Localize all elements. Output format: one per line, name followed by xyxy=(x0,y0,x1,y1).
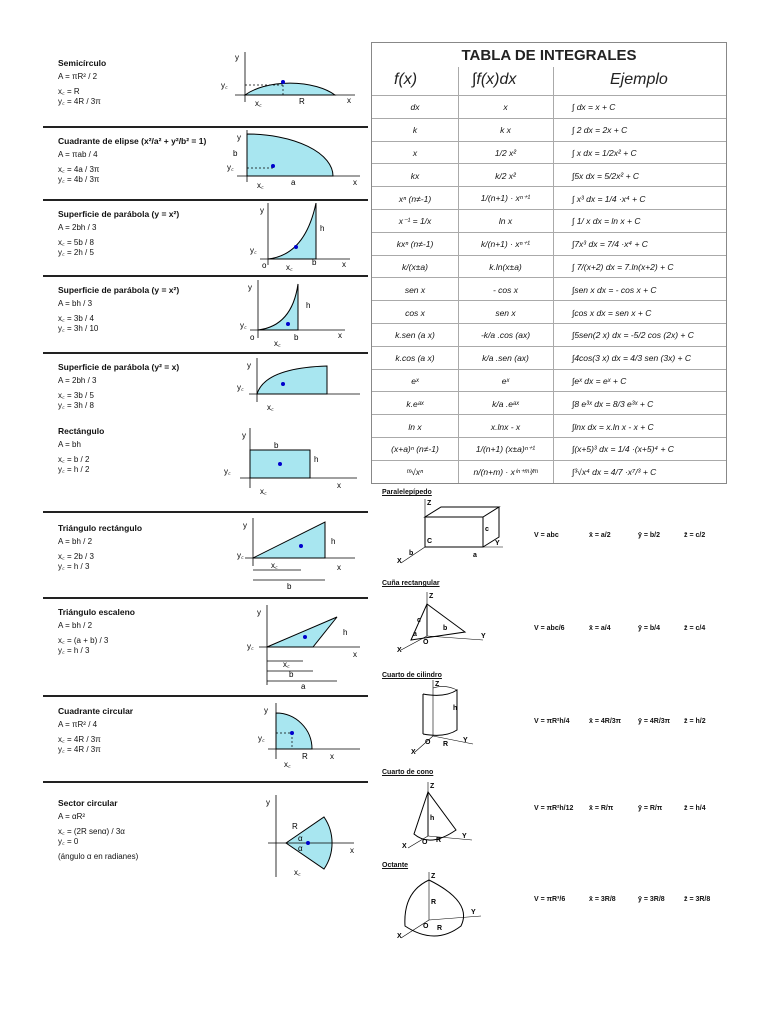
cell-example: ∫ x dx = 1/2x² + C xyxy=(572,147,637,158)
cell-example: ∫eˣ dx = eˣ + C xyxy=(572,375,627,386)
cell-function: sen x xyxy=(404,284,426,295)
shape-formula: (ángulo α en radianes) xyxy=(58,852,139,861)
cell-function: x⁻¹ = 1/x xyxy=(398,215,432,226)
table-row xyxy=(372,414,726,438)
solid-formula-zb: z̄ = h/4 xyxy=(684,805,706,812)
svg-text:R: R xyxy=(302,752,308,761)
svg-text:c: c xyxy=(485,526,489,533)
rectangular-wedge-figure xyxy=(395,590,495,658)
svg-text:Y: Y xyxy=(495,540,500,547)
solid-formula-xb: x̄ = R/π xyxy=(589,805,614,812)
shape-formula: x꜀ = b / 2 xyxy=(58,455,90,464)
table-row xyxy=(372,300,726,324)
table-row xyxy=(372,118,726,142)
cell-function: k.sen (a x) xyxy=(395,330,435,341)
solid-title: Octante xyxy=(382,862,409,869)
cell-example: ∫lnx dx = x.ln x - x + C xyxy=(572,421,654,432)
svg-text:y꜀: y꜀ xyxy=(247,642,254,651)
table-row xyxy=(372,460,726,484)
solid-title: Cuarto de cilindro xyxy=(382,672,442,679)
svg-text:Y: Y xyxy=(471,909,476,916)
shape-formula: y꜀ = 4R / 3π xyxy=(58,97,101,106)
svg-text:Z: Z xyxy=(427,500,432,507)
solid-title: Cuarto de cono xyxy=(382,769,434,776)
cell-function: cos x xyxy=(405,307,425,318)
shape-title: Semicírculo xyxy=(58,58,107,68)
parabola-figure-2 xyxy=(240,280,350,348)
divider xyxy=(43,275,368,277)
table-row xyxy=(372,186,726,210)
svg-text:R: R xyxy=(437,925,443,932)
cell-function: eˣ xyxy=(411,375,419,386)
cell-example: ∫4cos(3 x) dx = 4/3 sen (3x) + C xyxy=(572,353,692,364)
cell-function: kxⁿ (n≠-1) xyxy=(396,239,434,250)
divider xyxy=(43,199,368,201)
cell-integral: k/(n+1) · xⁿ⁺¹ xyxy=(481,238,530,249)
svg-text:a: a xyxy=(473,552,477,559)
cell-function: k/(x±a) xyxy=(402,261,428,272)
svg-text:h: h xyxy=(331,537,336,546)
svg-text:x: x xyxy=(337,481,341,490)
shape-title: Superficie de parábola (y² = x) xyxy=(58,362,180,372)
shape-formula: A = πR² / 2 xyxy=(58,72,98,81)
parallelepiped-figure xyxy=(395,497,510,569)
cell-integral: k.ln(x±a) xyxy=(489,261,522,272)
shape-formula: A = bh / 3 xyxy=(58,299,93,308)
shape-title: Cuadrante de elipse (x²/a² + y²/b² = 1) xyxy=(58,136,207,146)
svg-text:h: h xyxy=(453,705,458,712)
cell-function: ln x xyxy=(408,421,422,432)
svg-text:α: α xyxy=(298,834,303,843)
svg-text:x: x xyxy=(337,563,341,572)
cell-example: ∫ dx = x + C xyxy=(572,102,616,113)
svg-text:y꜀: y꜀ xyxy=(240,321,247,330)
solid-formula-yb: ȳ = 4R/3π xyxy=(638,718,671,725)
svg-text:a: a xyxy=(301,682,306,690)
svg-text:b: b xyxy=(274,441,279,450)
svg-text:y꜀: y꜀ xyxy=(237,551,244,560)
rectangle-figure xyxy=(222,428,362,498)
cell-integral: 1/(n+1) (x±a)ⁿ⁺¹ xyxy=(475,443,536,454)
cell-example: ∫5sen(2 x) dx = -5/2 cos (2x) + C xyxy=(572,330,694,341)
shape-formula: A = bh xyxy=(58,440,81,449)
cell-function: dx xyxy=(410,102,420,113)
table-title: TABLA DE INTEGRALES xyxy=(461,47,637,64)
cell-integral: 1/2 x² xyxy=(494,147,517,158)
solid-formula-xb: x̄ = a/2 xyxy=(589,532,611,539)
svg-text:X: X xyxy=(397,933,402,940)
svg-text:b: b xyxy=(287,582,292,591)
solid-formula-V: V = πR³/6 xyxy=(534,896,566,903)
svg-text:c: c xyxy=(417,617,421,624)
shape-formula: y꜀ = 2h / 5 xyxy=(58,248,94,257)
svg-text:x꜀: x꜀ xyxy=(294,868,301,877)
divider xyxy=(43,126,368,128)
solid-formula-zb: z̄ = h/2 xyxy=(684,718,706,725)
solid-formula-V: V = πR²h/12 xyxy=(534,805,574,812)
shape-formula: x꜀ = (2R senα) / 3α xyxy=(58,827,125,836)
octant-figure xyxy=(395,872,485,947)
svg-text:x: x xyxy=(338,331,342,340)
svg-text:x꜀: x꜀ xyxy=(271,561,278,570)
divider xyxy=(43,781,368,783)
table-row xyxy=(372,277,726,301)
cell-integral: k/a .eᵃˣ xyxy=(492,398,519,409)
shape-formula: A = 2bh / 3 xyxy=(58,223,97,232)
shape-title: Triángulo escaleno xyxy=(58,607,135,617)
table-row xyxy=(372,209,726,233)
shape-formula: y꜀ = 4R / 3π xyxy=(58,745,101,754)
table-row xyxy=(372,163,726,187)
svg-text:R: R xyxy=(292,822,298,831)
svg-text:α: α xyxy=(298,844,303,853)
cell-integral: -k/a .cos (ax) xyxy=(480,330,531,341)
svg-text:y: y xyxy=(247,361,251,370)
svg-text:Z: Z xyxy=(430,783,435,790)
shape-formula: y꜀ = h / 3 xyxy=(58,562,90,571)
svg-text:R: R xyxy=(299,97,305,106)
divider xyxy=(43,597,368,599)
svg-text:o: o xyxy=(250,333,255,342)
shape-formula: A = πR² / 4 xyxy=(58,720,98,729)
shape-formula: x꜀ = 5b / 8 xyxy=(58,238,94,247)
shape-formula: A = πab / 4 xyxy=(58,150,98,159)
shape-formula: x꜀ = 4a / 3π xyxy=(58,165,100,174)
solid-formula-zb: z̄ = c/4 xyxy=(684,625,706,632)
solid-formula-V: V = abc/6 xyxy=(534,625,565,632)
svg-text:h: h xyxy=(343,628,348,637)
table-row xyxy=(372,437,726,461)
svg-text:O: O xyxy=(425,739,431,746)
svg-text:x꜀: x꜀ xyxy=(283,660,290,669)
svg-text:X: X xyxy=(397,647,402,654)
cell-example: ∫5x dx = 5/2x² + C xyxy=(572,170,640,181)
svg-text:x꜀: x꜀ xyxy=(267,403,274,412)
svg-text:h: h xyxy=(320,224,325,233)
shape-formula: x꜀ = (a + b) / 3 xyxy=(58,636,109,645)
svg-text:y꜀: y꜀ xyxy=(250,246,257,255)
solid-formula-zb: z̄ = 3R/8 xyxy=(684,896,711,903)
svg-text:x꜀: x꜀ xyxy=(286,263,293,272)
svg-text:b: b xyxy=(443,625,448,632)
cell-example: ∫³√x⁴ dx = 4/7 ·x⁷/³ + C xyxy=(572,467,657,478)
shape-formula: x꜀ = R xyxy=(58,87,80,96)
parabola-figure-1 xyxy=(250,203,355,273)
cell-example: ∫sen x dx = - cos x + C xyxy=(572,284,657,295)
cell-example: ∫8 e³ˣ dx = 8/3 e³ˣ + C xyxy=(572,398,654,409)
divider xyxy=(43,352,368,354)
circular-sector-figure xyxy=(258,795,358,880)
svg-text:x꜀: x꜀ xyxy=(274,339,281,348)
svg-text:O: O xyxy=(423,923,429,930)
column-header-example: Ejemplo xyxy=(610,71,668,88)
cell-integral: k x xyxy=(500,125,511,136)
svg-text:Y: Y xyxy=(462,833,467,840)
solid-formula-xb: x̄ = a/4 xyxy=(589,625,611,632)
shape-title: Triángulo rectángulo xyxy=(58,523,143,533)
cell-function: xⁿ (n≠-1) xyxy=(398,193,432,204)
cell-example: ∫ 7/(x+2) dx = 7.ln(x+2) + C xyxy=(572,261,674,272)
shape-title: Superficie de parábola (y = x²) xyxy=(58,209,180,219)
svg-text:h: h xyxy=(306,301,311,310)
table-row xyxy=(372,95,726,119)
svg-text:y꜀: y꜀ xyxy=(224,467,231,476)
table-row xyxy=(372,232,726,256)
svg-text:y: y xyxy=(242,431,246,440)
quarter-cone-figure xyxy=(400,782,480,857)
cell-function: (x+a)ⁿ (n≠-1) xyxy=(391,444,439,455)
cell-example: ∫ 1/ x dx = ln x + C xyxy=(572,216,641,227)
table-row xyxy=(372,141,726,165)
svg-text:b: b xyxy=(294,333,299,342)
solid-formula-V: V = abc xyxy=(534,532,559,539)
svg-text:C: C xyxy=(427,538,433,545)
circular-quadrant-figure xyxy=(250,703,365,771)
shape-formula: x꜀ = 4R / 3π xyxy=(58,735,101,744)
shape-formula: y꜀ = h / 3 xyxy=(58,646,90,655)
svg-text:R: R xyxy=(443,741,449,748)
semicircle-figure xyxy=(215,50,365,112)
svg-text:Z: Z xyxy=(435,681,440,688)
svg-text:R: R xyxy=(436,837,442,844)
cell-integral: eˣ xyxy=(501,375,510,386)
svg-text:x꜀: x꜀ xyxy=(260,487,267,496)
table-row xyxy=(372,346,726,370)
cell-function: k xyxy=(412,125,418,136)
table-row xyxy=(372,255,726,279)
svg-text:x: x xyxy=(353,650,357,659)
svg-text:y: y xyxy=(260,206,264,215)
ellipse-quadrant-figure xyxy=(225,130,365,192)
shape-formula: y꜀ = 0 xyxy=(58,837,79,846)
cell-function: ᵐ√xⁿ xyxy=(406,467,424,478)
cell-integral: sen x xyxy=(495,307,516,318)
parabola-figure-3 xyxy=(235,358,365,420)
svg-text:y: y xyxy=(257,608,261,617)
solid-formula-xb: x̄ = 4R/3π xyxy=(589,718,622,725)
shape-title: Rectángulo xyxy=(58,426,105,436)
shape-formula: x꜀ = 2b / 3 xyxy=(58,552,94,561)
svg-text:b: b xyxy=(289,670,294,679)
cell-example: ∫(x+5)³ dx = 1/4 ·(x+5)⁴ + C xyxy=(572,444,674,455)
right-triangle-figure xyxy=(235,518,360,593)
solid-formula-yb: ȳ = R/π xyxy=(638,805,663,812)
svg-text:b: b xyxy=(409,550,414,557)
cell-integral: x xyxy=(503,102,508,113)
solid-title: Cuña rectangular xyxy=(382,580,440,587)
divider xyxy=(43,511,368,513)
svg-text:y꜀: y꜀ xyxy=(258,734,265,743)
svg-text:x꜀: x꜀ xyxy=(255,99,262,108)
svg-text:x: x xyxy=(353,178,357,187)
shape-formula: y꜀ = 4b / 3π xyxy=(58,175,100,184)
svg-text:x꜀: x꜀ xyxy=(257,181,264,190)
svg-text:x: x xyxy=(350,846,354,855)
svg-text:o: o xyxy=(262,261,267,270)
svg-text:x: x xyxy=(342,260,346,269)
svg-text:y: y xyxy=(266,798,270,807)
cell-function: k.cos (a x) xyxy=(395,353,435,364)
solid-formula-zb: z̄ = c/2 xyxy=(684,532,706,539)
table-row xyxy=(372,323,726,347)
svg-text:b: b xyxy=(233,149,238,158)
svg-text:y: y xyxy=(243,521,247,530)
cell-function: x xyxy=(412,147,418,158)
svg-text:Z: Z xyxy=(431,873,436,880)
cell-integral: k/a .sen (ax) xyxy=(482,353,529,364)
svg-text:y꜀: y꜀ xyxy=(237,383,244,392)
table-row xyxy=(372,369,726,393)
shape-formula: A = bh / 2 xyxy=(58,537,93,546)
column-header-fx: f(x) xyxy=(394,71,418,88)
svg-text:h: h xyxy=(430,815,435,822)
svg-text:y: y xyxy=(248,283,252,292)
svg-text:X: X xyxy=(397,558,402,565)
scalene-triangle-figure xyxy=(245,605,365,690)
svg-text:Y: Y xyxy=(463,737,468,744)
divider xyxy=(43,695,368,697)
shape-title: Sector circular xyxy=(58,798,118,808)
shape-formula: y꜀ = 3h / 8 xyxy=(58,401,94,410)
svg-text:Z: Z xyxy=(429,593,434,600)
solid-formula-V: V = πR²h/4 xyxy=(534,718,570,725)
svg-text:y꜀: y꜀ xyxy=(227,163,234,172)
cell-integral: ln x xyxy=(498,216,513,227)
solid-title: Paralelepípedo xyxy=(382,489,432,496)
shape-formula: A = bh / 2 xyxy=(58,621,93,630)
cell-integral: k/2 x² xyxy=(495,170,516,181)
svg-text:h: h xyxy=(314,455,319,464)
svg-text:X: X xyxy=(411,749,416,756)
column-header-integral: ∫f(x)dx xyxy=(472,71,517,88)
svg-text:a: a xyxy=(413,631,417,638)
svg-text:b: b xyxy=(312,258,317,267)
shape-formula: A = αR² xyxy=(58,812,86,821)
cell-example: ∫ 2 dx = 2x + C xyxy=(572,125,628,136)
svg-text:y: y xyxy=(264,706,268,715)
integral-table xyxy=(371,42,727,484)
svg-text:x꜀: x꜀ xyxy=(284,760,291,769)
svg-text:y: y xyxy=(237,133,241,142)
cell-example: ∫7x³ dx = 7/4 ·x⁴ + C xyxy=(572,239,648,250)
shape-formula: A = 2bh / 3 xyxy=(58,376,97,385)
cell-integral: x.lnx - x xyxy=(490,421,521,432)
quarter-cylinder-figure xyxy=(405,680,485,760)
shape-title: Cuadrante circular xyxy=(58,706,134,716)
shape-formula: y꜀ = h / 2 xyxy=(58,465,90,474)
solid-formula-yb: ȳ = b/4 xyxy=(638,625,660,632)
cell-integral: n/(n+m) · x⁽ⁿ⁺ᵐ⁾/ᵐ xyxy=(473,466,538,477)
cell-example: ∫ x³ dx = 1/4 ·x⁴ + C xyxy=(572,193,646,204)
svg-text:O: O xyxy=(422,839,428,846)
svg-text:x: x xyxy=(347,96,351,105)
svg-text:y꜀: y꜀ xyxy=(221,81,228,90)
shape-formula: x꜀ = 3b / 5 xyxy=(58,391,94,400)
shape-formula: x꜀ = 3b / 4 xyxy=(58,314,94,323)
svg-text:a: a xyxy=(291,178,296,187)
svg-text:Y: Y xyxy=(481,633,486,640)
solid-formula-yb: ȳ = 3R/8 xyxy=(638,896,665,903)
cell-function: k.eᵃˣ xyxy=(406,398,424,409)
cell-integral: 1/(n+1) · xⁿ⁺¹ xyxy=(480,193,531,204)
shape-formula: y꜀ = 3h / 10 xyxy=(58,324,99,333)
svg-text:O: O xyxy=(423,639,429,646)
svg-text:x: x xyxy=(330,752,334,761)
svg-text:R: R xyxy=(431,899,437,906)
cell-function: kx xyxy=(410,170,420,181)
shape-title: Superficie de parábola (y = x²) xyxy=(58,285,180,295)
svg-text:y: y xyxy=(235,53,239,62)
cell-integral: - cos x xyxy=(492,284,519,295)
svg-text:X: X xyxy=(402,843,407,850)
solid-formula-yb: ȳ = b/2 xyxy=(638,532,660,539)
solid-formula-xb: x̄ = 3R/8 xyxy=(589,896,616,903)
table-row xyxy=(372,391,726,415)
cell-example: ∫cos x dx = sen x + C xyxy=(572,307,652,318)
